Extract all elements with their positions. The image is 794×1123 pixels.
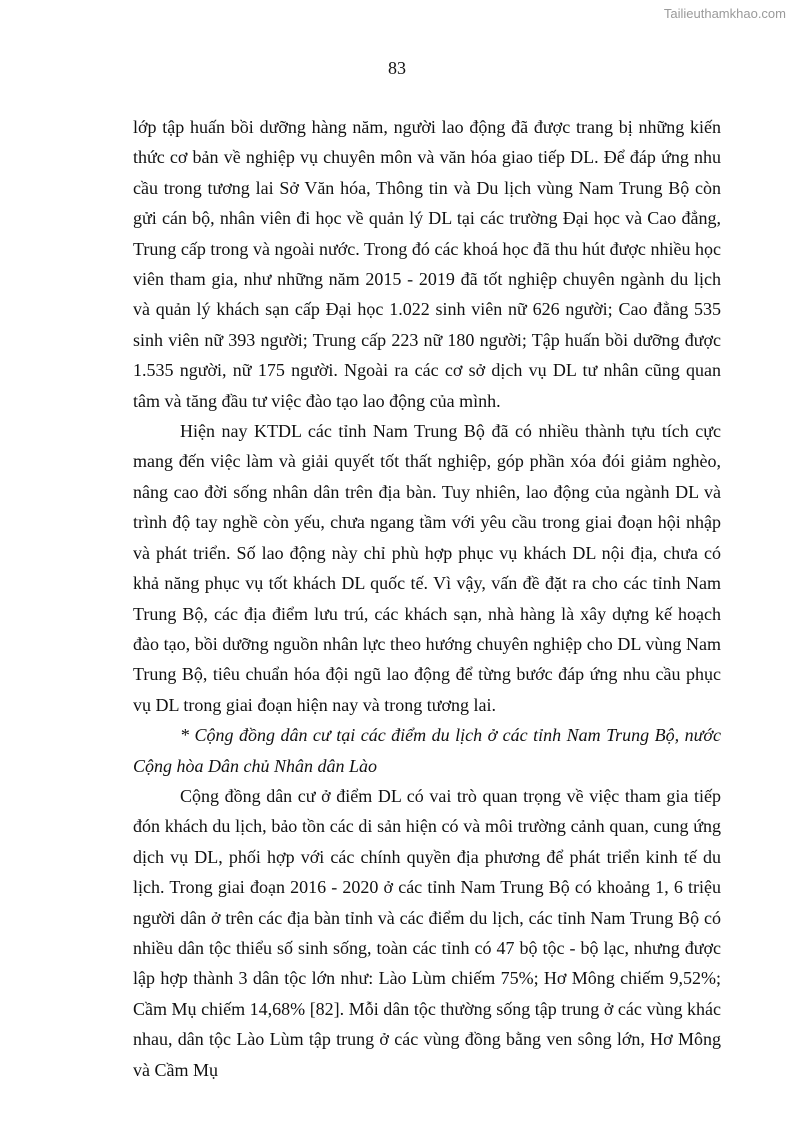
paragraph-community: Cộng đồng dân cư ở điểm DL có vai trò quan trọng về việc tham gia tiếp đón khách du lịch, bảo tồn các di sản hiện có và môi trường cảnh quan, cung ứng dịch vụ DL, phối hợp với các chính quyền địa phương để phát triển kinh tế du lịch. Trong giai đoạn 2016 - 2020 ở các tỉnh Nam Trung Bộ có khoảng 1, 6 triệu người dân ở trên các địa bàn tỉnh và các điểm du lịch, các tỉnh Nam Trung Bộ có nhiều dân tộc thiểu số sinh sống, toàn các tỉnh có 47 bộ tộc - bộ lạc, nhưng được lập hợp thành 3 dân tộc lớn như: Lào Lùm chiếm 75%; Hơ Mông chiếm 9,52%; Cầm Mụ chiếm 14,68% [82]. Mỗi dân tộc thường sống tập trung ở các vùng khác nhau, dân tộc Lào Lùm tập trung ở các vùng đồng bằng ven sông lớn, Hơ Mông và Cầm Mụ [133,785,721,1080]
page-number: 83 [388,58,406,78]
paragraph-continuation: lớp tập huấn bồi dưỡng hàng năm, người lao động đã được trang bị những kiến thức cơ bản về nghiệp vụ chuyên môn và văn hóa giao tiếp DL. Để đáp ứng nhu cầu trong tương lai Sở Văn hóa, Thông tin và Du lịch vùng Nam Trung Bộ còn gửi cán bộ, nhân viên đi học về quản lý DL tại các trường Đại học và Cao đẳng, Trung cấp trong và ngoài nước. Trong đó các khoá học đã thu hút được nhiều học viên tham gia, như những năm 2015 - 2019 đã tốt nghiệp chuyên ngành du lịch và quản lý khách sạn cấp Đại học 1.022 sinh viên nữ 626 người; Cao đẳng 535 sinh viên nữ 393 người; Trung cấp 223 nữ 180 người; Tập huấn bồi dưỡng được 1.535 người, nữ 175 người. Ngoài ra các cơ sở dịch vụ DL tư nhân cũng quan tâm và tăng đầu tư việc đào tạo lao động của mình. [133,117,721,411]
section-heading-community: * Cộng đồng dân cư tại các điểm du lịch ở các tỉnh Nam Trung Bộ, nước Cộng hòa Dân chủ Nhân dân Lào [133,725,721,776]
watermark: Tailieuthamkhao.com [663,6,786,21]
paragraph-labor-quality: Hiện nay KTDL các tỉnh Nam Trung Bộ đã có nhiều thành tựu tích cực mang đến việc làm và giải quyết tốt thất nghiệp, góp phần xóa đói giảm nghèo, nâng cao đời sống nhân dân trên địa bàn. Tuy nhiên, lao động của ngành DL và trình độ tay nghề còn yếu, chưa ngang tầm với yêu cầu trong giai đoạn hội nhập và phát triển. Số lao động này chỉ phù hợp phục vụ khách DL nội địa, chưa có khả năng phục vụ tốt khách DL quốc tế. Vì vậy, vấn đề đặt ra cho các tỉnh Nam Trung Bộ, các địa điểm lưu trú, các khách sạn, nhà hàng là xây dựng kế hoạch đào tạo, bồi dưỡng nguồn nhân lực theo hướng chuyên nghiệp cho DL vùng Nam Trung Bộ, tiêu chuẩn hóa đội ngũ lao động để từng bước đáp ứng nhu cầu phục vụ DL trong giai đoạn hiện nay và trong tương lai. [133,421,721,715]
page-body [133,112,721,1085]
